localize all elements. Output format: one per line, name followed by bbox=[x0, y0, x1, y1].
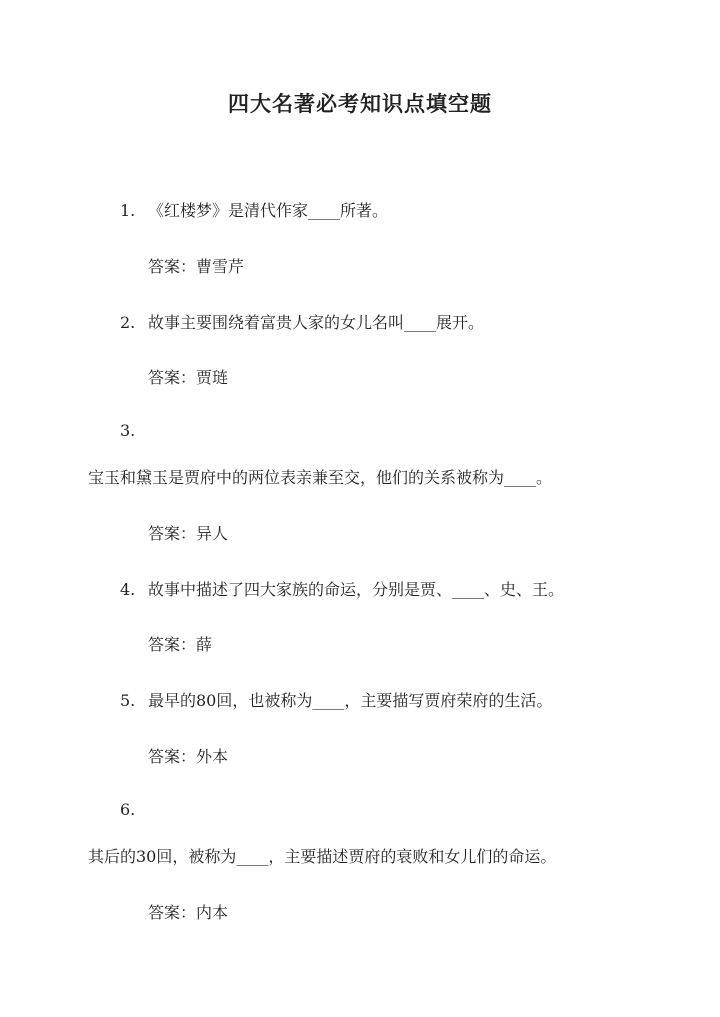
answer-2 bbox=[148, 365, 228, 388]
question-5 bbox=[120, 688, 552, 711]
question-6-number bbox=[120, 800, 135, 819]
question-text: 宝玉和黛玉是贾府中的两位表亲兼至交，他们的关系被称为____。 bbox=[88, 468, 553, 487]
answer-text: 异人 bbox=[196, 524, 229, 543]
question-number: 3. bbox=[120, 421, 136, 440]
question-4 bbox=[120, 577, 564, 600]
answer-text: 外本 bbox=[196, 747, 229, 766]
answer-6 bbox=[148, 900, 228, 923]
question-3 bbox=[88, 465, 552, 488]
answer-text: 贾琏 bbox=[196, 368, 229, 387]
answer-label: 答案： bbox=[148, 747, 197, 766]
answer-label: 答案： bbox=[148, 368, 197, 387]
question-number: 4. bbox=[120, 580, 136, 599]
question-3-number bbox=[120, 421, 135, 440]
question-2 bbox=[120, 310, 484, 333]
answer-5 bbox=[148, 744, 228, 767]
answer-text: 薛 bbox=[196, 635, 213, 654]
question-6 bbox=[88, 844, 556, 867]
answer-1 bbox=[148, 254, 244, 277]
answer-text: 内本 bbox=[196, 903, 229, 922]
answer-label: 答案： bbox=[148, 257, 197, 276]
answer-4 bbox=[148, 632, 212, 655]
question-text: 最早的80回，也被称为____，主要描写贾府荣府的生活。 bbox=[148, 691, 553, 710]
question-text: 故事中描述了四大家族的命运，分别是贾、____、史、王。 bbox=[148, 580, 565, 599]
page-title: 四大名著必考知识点填空题 bbox=[228, 91, 492, 116]
answer-text: 曹雪芹 bbox=[196, 257, 245, 276]
question-number: 2. bbox=[120, 313, 136, 332]
answer-3 bbox=[148, 521, 228, 544]
answer-label: 答案： bbox=[148, 635, 197, 654]
question-text: 其后的30回，被称为____，主要描述贾府的衰败和女儿们的命运。 bbox=[88, 847, 557, 866]
question-number: 5. bbox=[120, 691, 136, 710]
answer-label: 答案： bbox=[148, 903, 197, 922]
question-text: 故事主要围绕着富贵人家的女儿名叫____展开。 bbox=[148, 313, 485, 332]
question-number: 1. bbox=[120, 201, 136, 220]
question-text: 《红楼梦》是清代作家____所著。 bbox=[148, 201, 389, 220]
question-1 bbox=[120, 198, 388, 221]
question-number: 6. bbox=[120, 800, 136, 819]
answer-label: 答案： bbox=[148, 524, 197, 543]
